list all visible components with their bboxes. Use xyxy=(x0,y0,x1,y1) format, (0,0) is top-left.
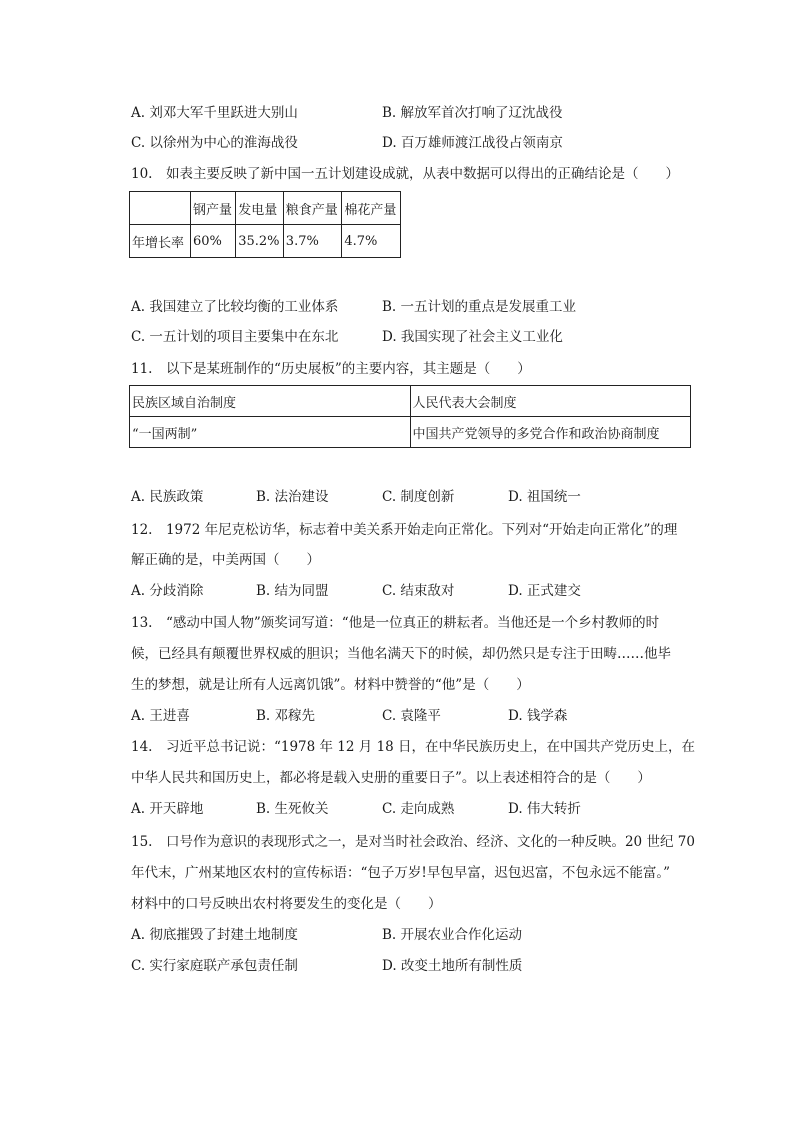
q10-option-d: D. 我国实现了社会主义工业化 xyxy=(382,329,563,345)
q13-stem-line-3: 生的梦想，就是让所有人远离饥饿”。材料中赞誉的“他”是（ ） xyxy=(131,677,530,693)
q10-table xyxy=(129,191,401,258)
q13-option-b: B. 邓稼先 xyxy=(256,708,316,724)
q14-option-b: B. 生死攸关 xyxy=(256,801,329,817)
q11-stem: 11. 以下是某班制作的“历史展板”的主要内容，其主题是（ ） xyxy=(131,361,531,377)
q9-option-c: C. 以徐州为中心的淮海战役 xyxy=(131,135,298,151)
q10-table-header-row xyxy=(130,192,401,225)
q11-table xyxy=(129,385,691,448)
q10-header-steel: 钢产量 xyxy=(191,192,236,225)
q10-cell-power: 35.2% xyxy=(236,225,284,258)
q10-header-grain: 粮食产量 xyxy=(283,192,342,225)
q11-cell-one-country-two-systems: “一国两制” xyxy=(130,417,411,448)
q10-table-corner xyxy=(130,192,191,225)
q10-stem: 10. 如表主要反映了新中国一五计划建设成就，从表中数据可以得出的正确结论是（ ） xyxy=(131,166,679,182)
q13-option-c: C. 袁隆平 xyxy=(382,708,441,724)
q11-table-row-1 xyxy=(130,386,691,417)
q13-option-d: D. 钱学森 xyxy=(508,708,568,724)
q14-stem-line-1: 14. 习近平总书记说：“1978 年 12 月 18 日，在中华民族历史上，在中国共产党历史上，在 xyxy=(131,739,696,755)
q11-option-c: C. 制度创新 xyxy=(382,489,455,505)
q10-table-data-row xyxy=(130,225,401,258)
q13-option-a: A. 王进喜 xyxy=(131,708,190,724)
q11-option-b: B. 法治建设 xyxy=(256,489,329,505)
q12-stem-line-1: 12. 1972 年尼克松访华，标志着中美关系开始走向正常化。下列对“开始走向正常化”的理 xyxy=(131,522,678,538)
q15-stem-line-3: 材料中的口号反映出农村将要发生的变化是（ ） xyxy=(131,896,442,912)
q10-row-label: 年增长率 xyxy=(130,225,191,258)
q11-option-d: D. 祖国统一 xyxy=(508,489,581,505)
q10-cell-grain: 3.7% xyxy=(283,225,342,258)
q12-option-d: D. 正式建交 xyxy=(508,583,581,599)
q10-cell-cotton: 4.7% xyxy=(342,225,401,258)
q15-option-c: C. 实行家庭联产承包责任制 xyxy=(131,958,298,974)
q10-option-b: B. 一五计划的重点是发展重工业 xyxy=(382,299,577,315)
q11-cell-peoples-congress: 人民代表大会制度 xyxy=(410,386,691,417)
q11-cell-ethnic-autonomy: 民族区域自治制度 xyxy=(130,386,411,417)
q11-table-row-2 xyxy=(130,417,691,448)
q9-option-a: A. 刘邓大军千里跃进大别山 xyxy=(131,105,298,121)
q14-option-a: A. 开天辟地 xyxy=(131,801,204,817)
q11-option-a: A. 民族政策 xyxy=(131,489,204,505)
q15-option-d: D. 改变土地所有制性质 xyxy=(382,958,523,974)
q15-option-a: A. 彻底摧毁了封建土地制度 xyxy=(131,927,298,943)
q14-stem-line-2: 中华人民共和国历史上，都必将是载入史册的重要日子”。以上表述相符合的是（ ） xyxy=(131,770,651,786)
q9-option-b: B. 解放军首次打响了辽沈战役 xyxy=(382,105,563,121)
q14-option-c: C. 走向成熟 xyxy=(382,801,455,817)
q10-header-cotton: 棉花产量 xyxy=(342,192,401,225)
q9-option-d: D. 百万雄师渡江战役占领南京 xyxy=(382,135,563,151)
q15-stem-line-2: 年代末，广州某地区农村的宣传标语：“包子万岁!早包早富，迟包迟富，不包永远不能富。” xyxy=(131,865,670,881)
q14-option-d: D. 伟大转折 xyxy=(508,801,581,817)
q10-header-power: 发电量 xyxy=(236,192,284,225)
q10-option-c: C. 一五计划的项目主要集中在东北 xyxy=(131,329,339,345)
q12-option-a: A. 分歧消除 xyxy=(131,583,204,599)
q13-stem-line-1: 13. “感动中国人物”颁奖词写道：“他是一位真正的耕耘者。当他还是一个乡村教师的时 xyxy=(131,615,660,631)
q10-option-a: A. 我国建立了比较均衡的工业体系 xyxy=(131,299,339,315)
q11-cell-multiparty-cooperation: 中国共产党领导的多党合作和政治协商制度 xyxy=(410,417,691,448)
q12-option-c: C. 结束敌对 xyxy=(382,583,455,599)
q13-stem-line-2: 候，已经具有颠覆世界权威的胆识；当他名满天下的时候，却仍然只是专注于田畴……他毕 xyxy=(131,646,671,662)
q12-stem-line-2: 解正确的是，中美两国（ ） xyxy=(131,552,320,568)
q10-cell-steel: 60% xyxy=(191,225,236,258)
q15-stem-line-1: 15. 口号作为意识的表现形式之一，是对当时社会政治、经济、文化的一种反映。20 世纪 70 xyxy=(131,834,695,850)
q15-option-b: B. 开展农业合作化运动 xyxy=(382,927,523,943)
q12-option-b: B. 结为同盟 xyxy=(256,583,329,599)
